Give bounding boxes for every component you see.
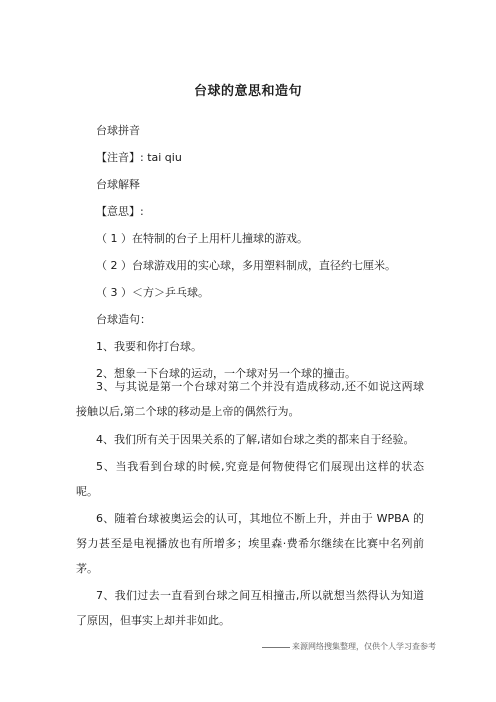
sentence-item: 2、想象一下台球的运动，一个球对另一个球的撞击。	[96, 367, 356, 380]
document-title: 台球的意思和造句	[193, 84, 302, 99]
source-footer	[262, 641, 436, 652]
sentence-item: 4、我们所有关于因果关系的了解,诸如台球之类的都来自于经验。	[96, 433, 415, 446]
meaning-label: 【意思】:	[96, 205, 144, 218]
sentence-item: 6、随着台球被奥运会的认可，其地位不断上升，并由于 WPBA 的努力甚至是电视播放也有所增多；埃里森·费希尔继续在比赛中名列前茅。	[76, 512, 424, 575]
pinyin-heading: 台球拼音	[96, 124, 140, 137]
meaning-item: （ 3 ）＜方＞乒乓球。	[96, 286, 209, 299]
sentence-item: 1、我要和你打台球。	[96, 340, 202, 353]
meaning-item: （ 1 ）在特制的台子上用杆儿撞球的游戏。	[96, 232, 308, 245]
sentence-item: 7、我们过去一直看到台球之间互相撞击,所以就想当然得认为知道了原因，但事实上却并非如此。	[76, 589, 424, 627]
meaning-heading: 台球解释	[96, 178, 140, 191]
pinyin-line: 【注音】: tai qiu	[96, 151, 182, 164]
footer-rule	[262, 647, 290, 648]
sentence-item: 3、与其说是第一个台球对第二个并没有造成移动,还不如说这两球接触以后,第二个球的移动是上帝的偶然行为。	[76, 380, 424, 418]
sentence-item: 5、当我看到台球的时候,究竟是何物使得它们展现出这样的状态呢。	[76, 460, 424, 498]
sentences-heading: 台球造句：	[96, 313, 151, 326]
meaning-item: （ 2 ）台球游戏用的实心球，多用塑料制成，直径约七厘米。	[96, 259, 396, 272]
footer-text: 来源网络搜集整理，仅供个人学习查参考	[292, 642, 436, 651]
